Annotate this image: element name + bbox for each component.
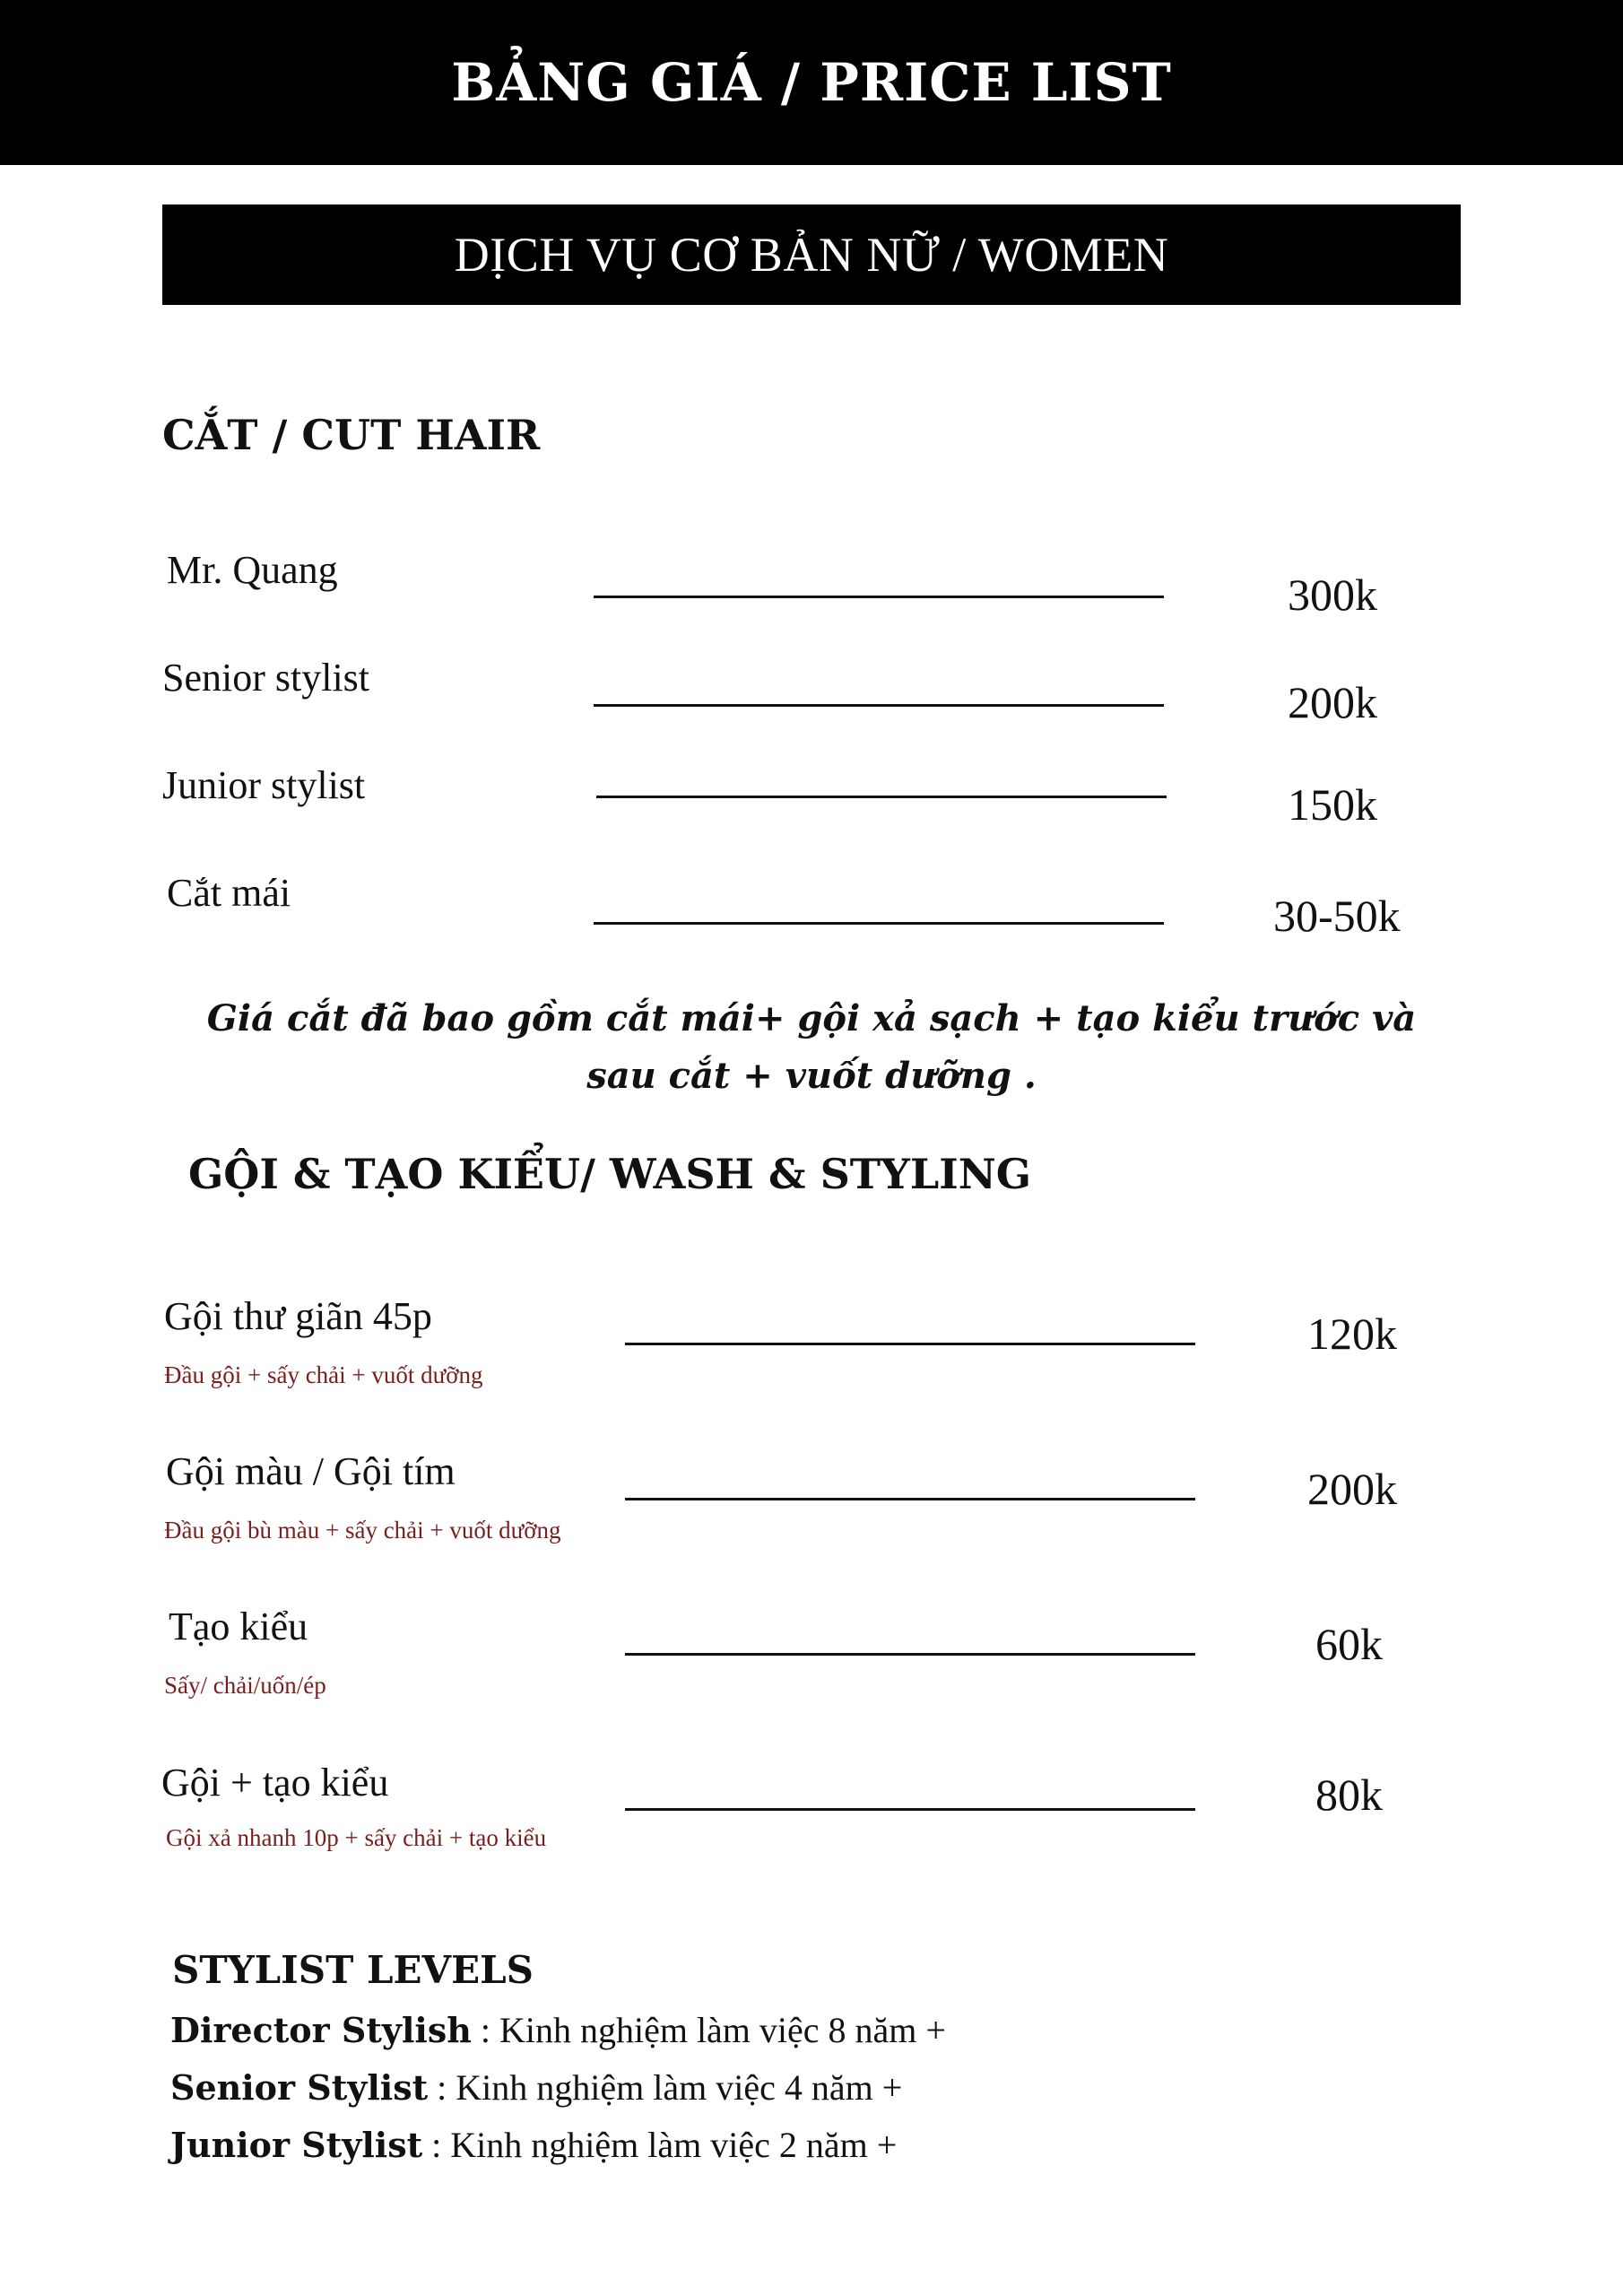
stylist-level-role: Junior Stylist (170, 2125, 423, 2165)
wash-item-description: Sấy/ chải/uốn/ép (164, 1672, 326, 1699)
wash-item-name: Gội + tạo kiểu (161, 1761, 389, 1805)
stylist-level (170, 2009, 946, 2051)
leader-line (625, 1498, 1195, 1500)
wash-item-description: Đầu gội + sấy chải + vuốt dưỡng (164, 1361, 483, 1388)
wash-item-description: Gội xả nhanh 10p + sấy chải + tạo kiểu (166, 1824, 547, 1851)
page-title: BẢNG GIÁ / PRICE LIST (451, 52, 1172, 113)
cut-item-price: 200k (1288, 677, 1377, 727)
stylist-level-text: : Kinh nghiệm làm việc 4 năm + (428, 2067, 903, 2108)
wash-item-price: 80k (1315, 1770, 1383, 1820)
header-banner (0, 0, 1623, 165)
cut-item-name: Cắt mái (167, 871, 291, 915)
leader-line (596, 796, 1167, 798)
stylist-level-role: Director Stylish (170, 2010, 472, 2050)
wash-item-description: Đầu gội bù màu + sấy chải + vuốt dưỡng (164, 1517, 561, 1544)
cut-note (162, 990, 1461, 1105)
leader-line (594, 704, 1164, 707)
stylist-level-text: : Kinh nghiệm làm việc 8 năm + (471, 2010, 946, 2050)
wash-item-name: Gội thư giãn 45p (164, 1294, 432, 1338)
cut-note-line2: sau cắt + vuốt dưỡng . (586, 1055, 1037, 1097)
leader-line (594, 922, 1164, 925)
wash-item-name: Gội màu / Gội tím (166, 1449, 456, 1493)
cut-hair-heading: CẮT / CUT HAIR (162, 411, 541, 459)
wash-item-price: 200k (1307, 1464, 1397, 1514)
leader-line (594, 596, 1164, 598)
cut-note-line1: Giá cắt đã bao gồm cắt mái+ gội xả sạch + tạo kiểu trước và (206, 997, 1417, 1039)
leader-line (625, 1343, 1195, 1345)
stylist-level (170, 2066, 902, 2109)
stylist-levels-heading: STYLIST LEVELS (172, 1948, 534, 1992)
section-banner (162, 204, 1461, 305)
stylist-level-role: Senior Stylist (170, 2067, 429, 2108)
wash-item-price: 120k (1307, 1309, 1397, 1359)
wash-item-price: 60k (1315, 1619, 1383, 1669)
cut-item-price: 150k (1288, 779, 1377, 830)
leader-line (625, 1808, 1195, 1811)
cut-item-name: Mr. Quang (167, 548, 338, 592)
leader-line (625, 1653, 1195, 1656)
cut-item-price: 30-50k (1273, 891, 1401, 941)
wash-item-name: Tạo kiểu (169, 1605, 308, 1648)
cut-item-price: 300k (1288, 570, 1377, 620)
cut-item-name: Senior stylist (162, 656, 370, 700)
stylist-level (170, 2124, 897, 2166)
wash-styling-heading: GỘI & TẠO KIỂU/ WASH & STYLING (188, 1150, 1032, 1198)
section-title: DỊCH VỤ CƠ BẢN NỮ / WOMEN (454, 228, 1169, 282)
stylist-level-text: : Kinh nghiệm làm việc 2 năm + (422, 2125, 898, 2165)
cut-item-name: Junior stylist (162, 763, 366, 807)
